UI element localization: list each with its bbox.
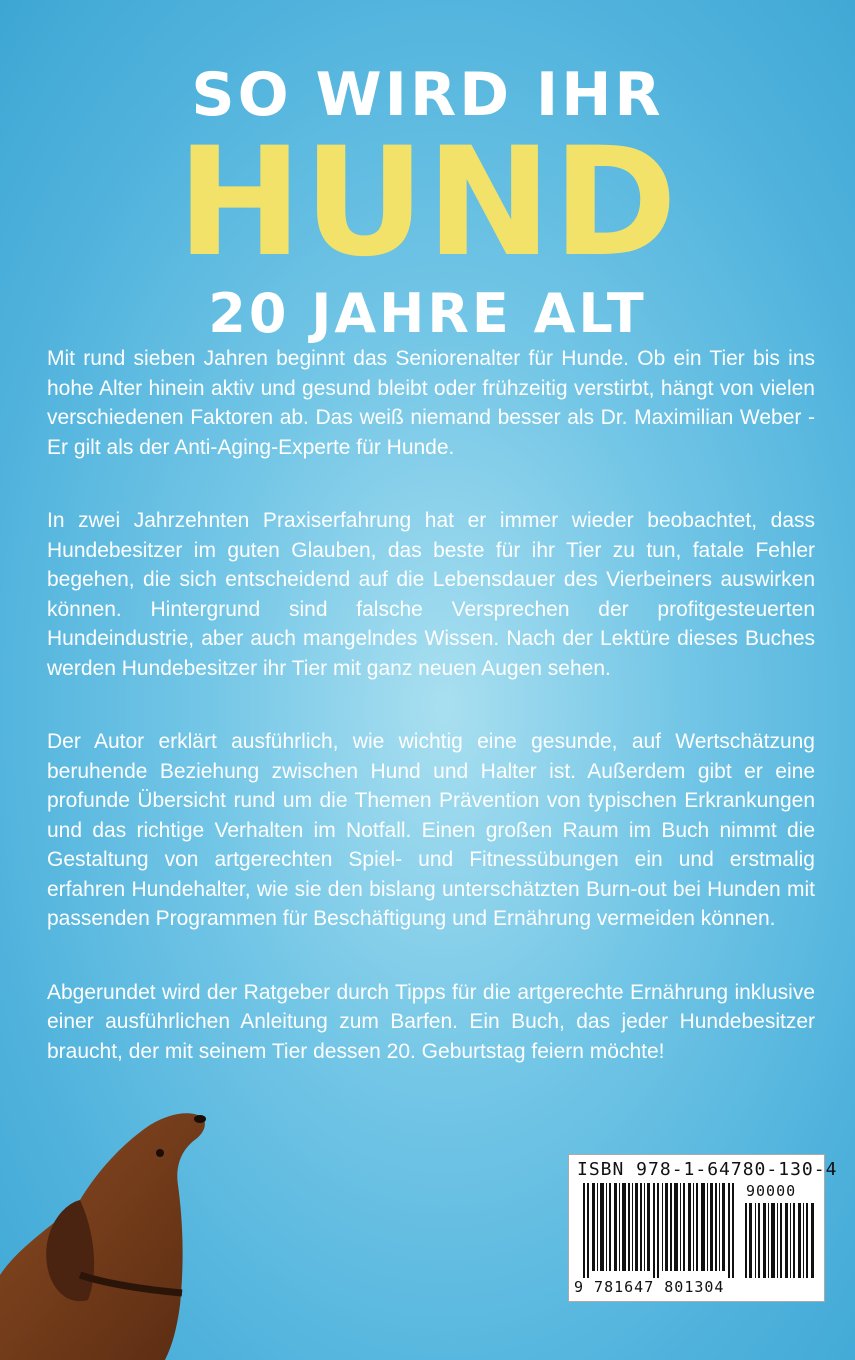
blurb-paragraph-2: In zwei Jahrzehnten Praxiserfahrung hat er immer wieder beobachtet, dass Hundebesitzer im guten Glauben, das beste für ihr Tier zu tun, fatale Fehler begehen, die sich entscheidend auf die Lebensdauer des Vierbeiners auswirken können. Hintergrund sind falsche Versprechen der profitgesteuerten Hundeindustrie, aber auch mangelndes Wissen. Nach der Lektüre dieses Buches werden Hundebesitzer ihr Tier mit ganz neuen Augen sehen.	[47, 509, 815, 680]
barcode-label	[568, 1154, 838, 1302]
blurb-paragraph-1: Mit rund sieben Jahren beginnt das Seniorenalter für Hunde. Ob ein Tier bis ins hohe Alter hinein aktiv und gesund bleibt oder frühzeitig verstirbt, hängt von vielen verschiedenen Faktoren ab. Das weiß niemand besser als Dr. Maximilian Weber - Er gilt als der Anti-Aging-Experte für Hunde.	[47, 347, 815, 459]
blurb-paragraph-4: Abgerundet wird der Ratgeber durch Tipps für die artgerechte Ernährung inklusive einer ausführlichen Anleitung zum Barfen. Ein Buch, das jeder Hundebesitzer braucht, der mit seinem Tier dessen 20. Geburtstag feiern möchte!	[47, 980, 815, 1063]
cover-title	[0, 60, 855, 346]
addon-barcode	[745, 1203, 817, 1278]
title-line-2: HUND	[176, 116, 679, 290]
blurb	[47, 344, 815, 1110]
blurb-paragraph-3: Der Autor erklärt ausführlich, wie wichtig eine gesunde, auf Wertschätzung beruhende Beziehung zwischen Hund und Halter ist. Außerdem gibt er eine profunde Übersicht rund um die Themen Prävention von typischen Erkrankungen und das richtige Verhalten im Notfall. Einen großen Raum im Buch nimmt die Gestaltung von artgerechten Spiel- und Fitnessübungen ein und erstmalig erfahren Hundehalter, wie sie den bislang unterschätzten Burn-out bei Hunden mit passenden Programmen für Beschäftigung und Ernährung vermeiden können.	[47, 730, 815, 930]
ean-digits: 9 781647 801304	[574, 1278, 725, 1296]
title-line-3: 20 JAHRE ALT	[208, 282, 647, 345]
addon-code: 90000	[746, 1182, 797, 1200]
ean-barcode	[583, 1183, 741, 1278]
isbn-text: ISBN 978-1-64780-130-4	[577, 1159, 838, 1180]
title-line-1: SO WIRD IHR	[191, 60, 664, 130]
dachshund-illustration	[0, 1105, 215, 1360]
